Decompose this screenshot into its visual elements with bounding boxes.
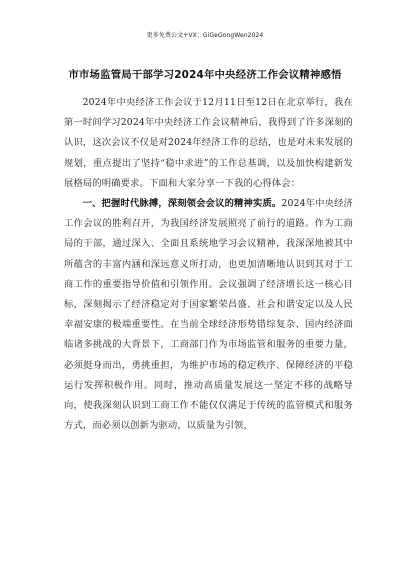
paragraph-text: 2024年中央经济工作会议于12月11日至12日在北京举行，我在第一时间学习2024年中央经济工作会议精神后，我得到了许多深刻的认识，这次会议不仅是对2024年经济工作的总结，也是对未来发展的规划，重点提出了坚持“稳中求进”的工作总基调，以及加快构建新发展格局的明确要求。下面和大家分享一下我的心得体会： xyxy=(64,97,353,189)
document-title: 市市场监管局干部学习2024年中央经济工作会议精神感悟 xyxy=(68,69,342,81)
section-heading: 一、把握时代脉搏，深刻领会会议的精神实质。 xyxy=(82,198,282,210)
paragraph-text: 2024年中央经济工作会议的胜利召开，为我国经济发展照亮了前行的道路。作为工商局的干部，通过深入、全面且系统地学习会议精神，我深深地被其中所蕴含的丰富内涵和深远意义所打动，也更加清晰地认识到其对于工商工作的重要指导价值和引领作用。会议强调了经济增长这一核心目标，深刻揭示了经济稳定对于国家繁荣昌盛、社会和谐安定以及人民幸福安康的极端重要性。在当前全球经济形势错综复杂、国内经济面临诸多挑战的大背景下，工商部门作为市场监管和服务的重要力量，必须挺身而出，勇挑重担，为维护市场的稳定秩序、保障经济的平稳运行发挥积极作用。同时，推动高质量发展这一坚定不移的战略导向，使我深刻认识到工商工作不能仅仅满足于传统的监管模式和服务方式，而必须以创新为驱动，以质量为引领， xyxy=(64,198,353,432)
paragraph-intro xyxy=(64,93,353,194)
header-note: 更多免费公文+VX：GiGeGongWen2024 xyxy=(146,32,264,39)
paragraph-section-1 xyxy=(64,194,353,436)
document-body xyxy=(64,93,353,436)
